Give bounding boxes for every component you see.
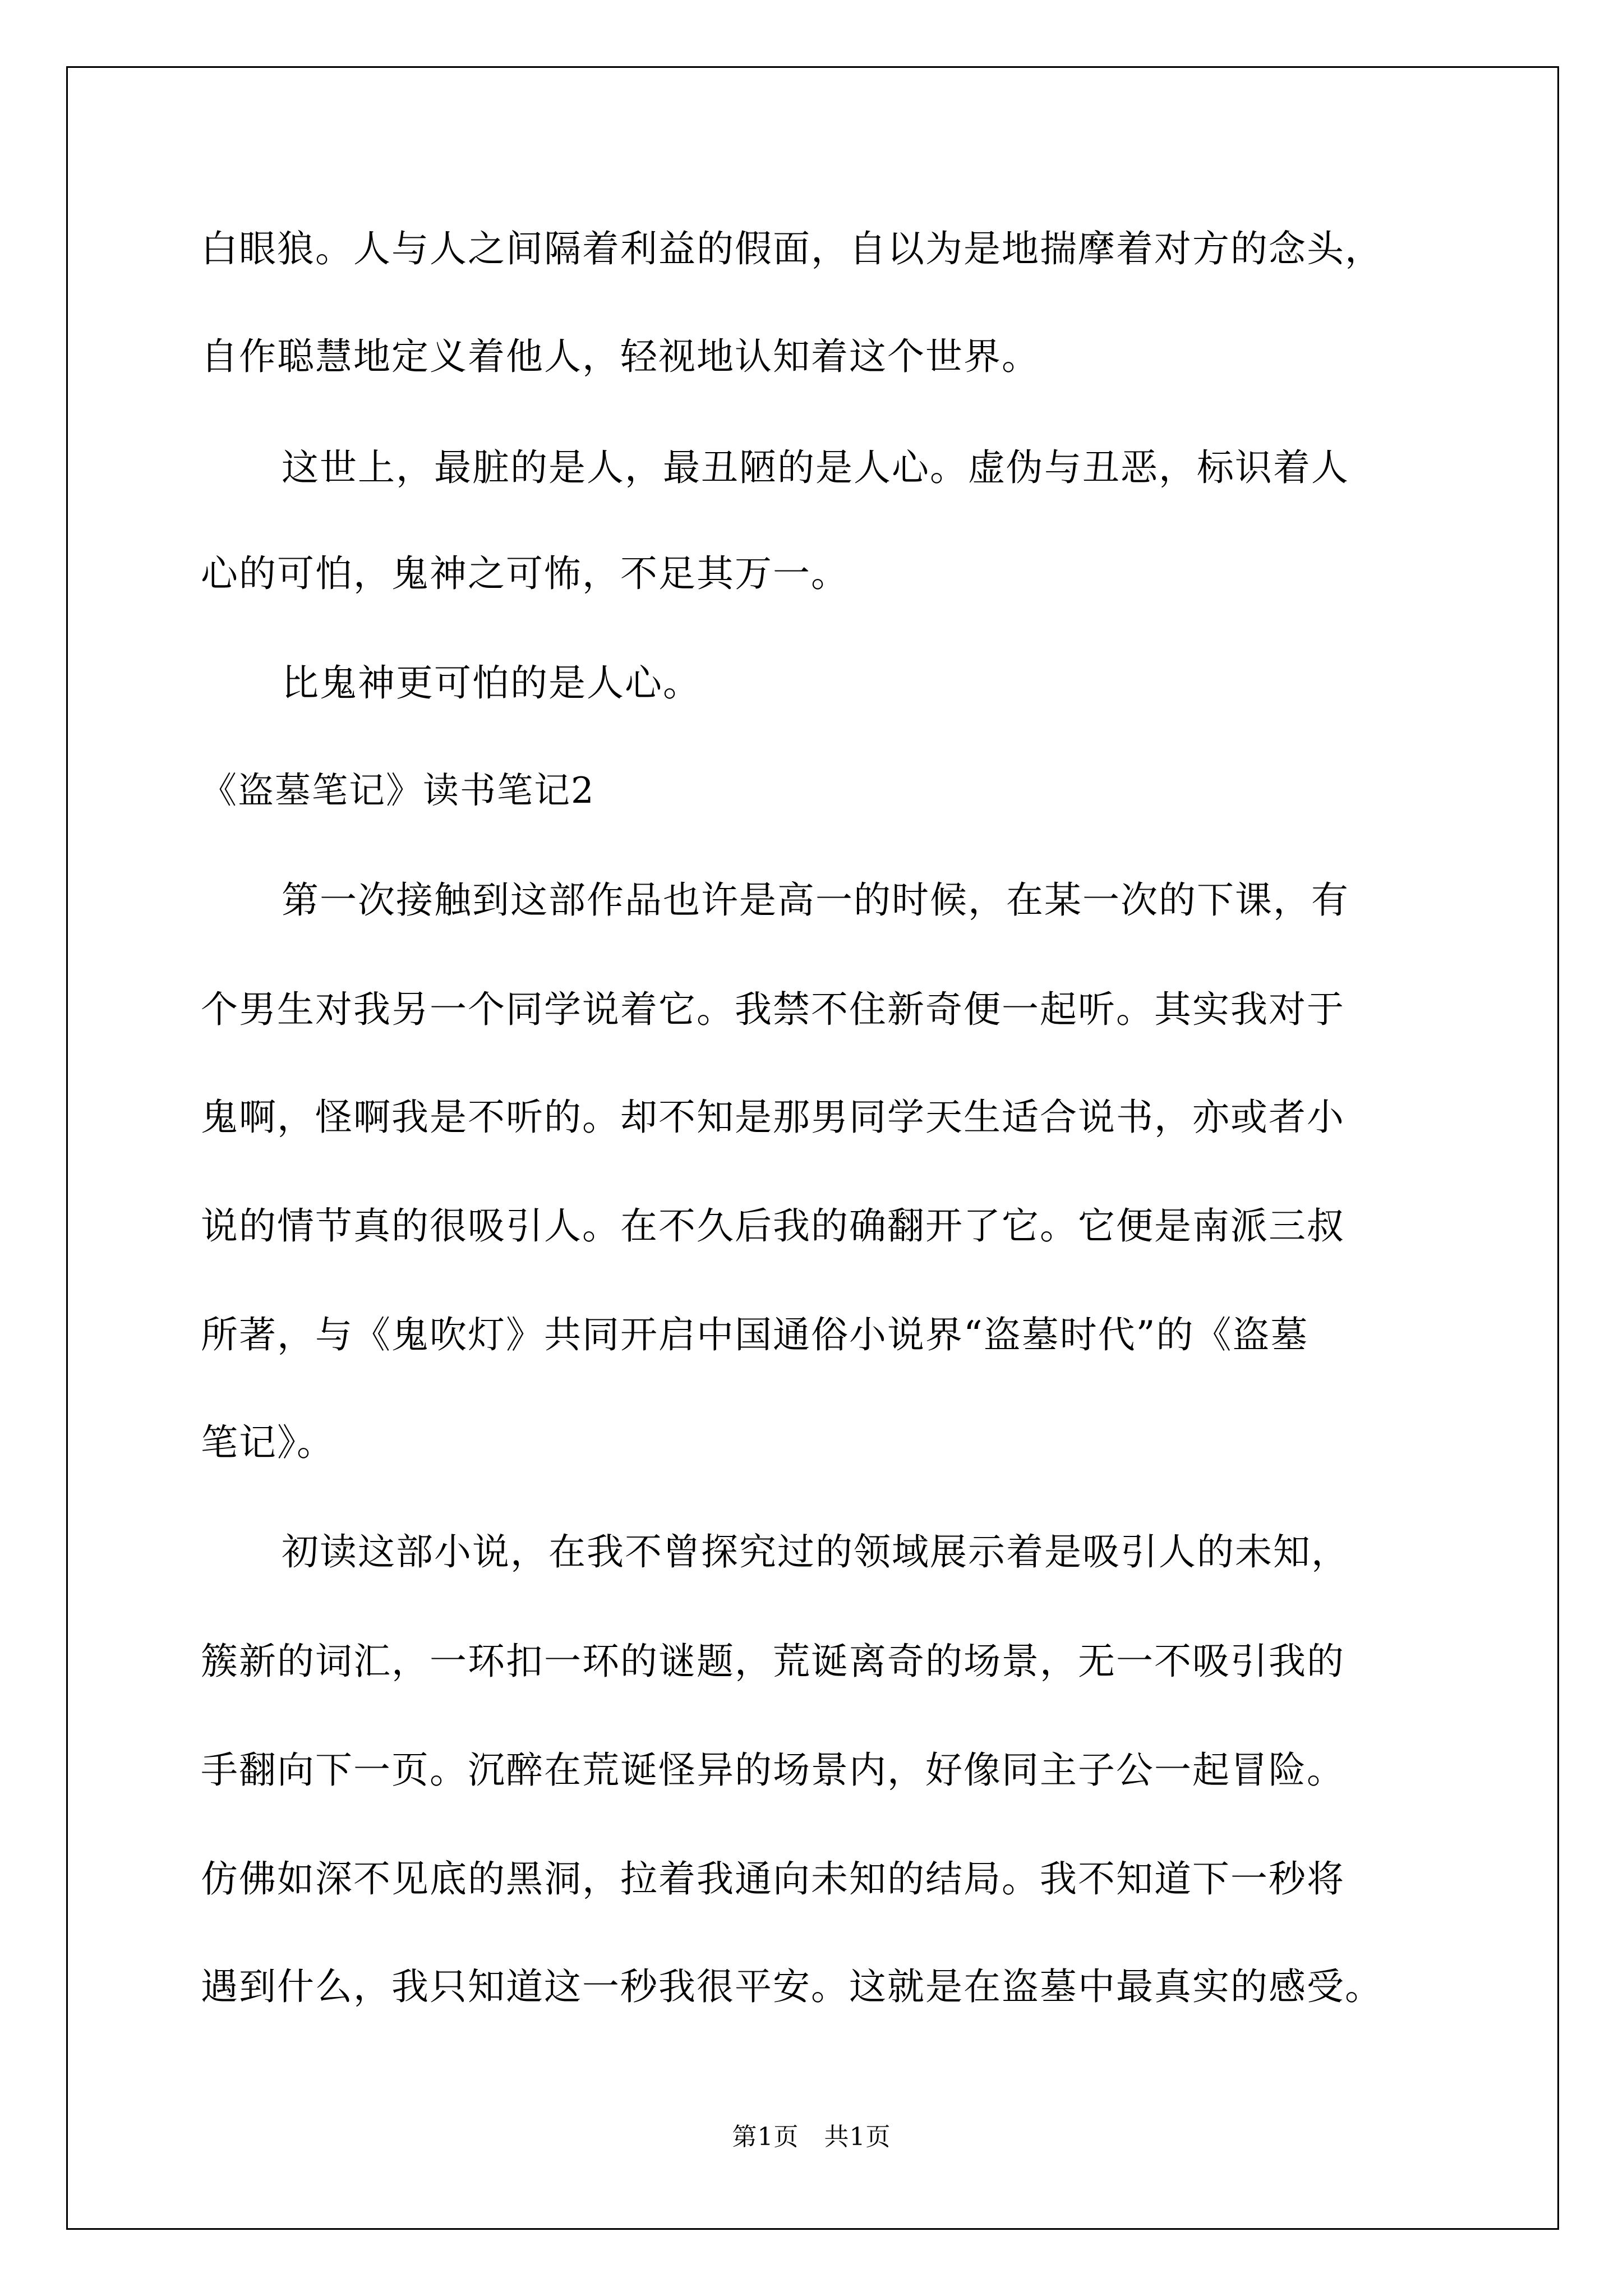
text-line: 心的可怕，鬼神之可怖，不足其万一。 bbox=[201, 552, 849, 595]
page-border bbox=[66, 66, 1559, 2230]
text-line: 个男生对我另一个同学说着它。我禁不住新奇便一起听。其实我对于 bbox=[201, 988, 1345, 1031]
text-line: 第一次接触到这部作品也许是高一的时候，在某一次的下课，有 bbox=[282, 878, 1349, 922]
text-line: 簇新的词汇，一环扣一环的谜题，荒诞离奇的场景，无一不吸引我的 bbox=[201, 1640, 1345, 1683]
page-footer: 第1页 共1页 bbox=[732, 2123, 891, 2151]
text-line: 比鬼神更可怕的是人心。 bbox=[282, 661, 701, 705]
text-line: 初读这部小说，在我不曾探究过的领域展示着是吸引人的未知， bbox=[282, 1530, 1349, 1573]
text-line: 笔记》。 bbox=[201, 1421, 335, 1464]
text-line: 说的情节真的很吸引人。在不久后我的确翻开了它。它便是南派三叔 bbox=[201, 1204, 1345, 1248]
text-line: 自作聪慧地定义着他人，轻视地认知着这个世界。 bbox=[201, 335, 1040, 378]
text-line: 鬼啊，怪啊我是不听的。却不知是那男同学天生适合说书，亦或者小 bbox=[201, 1096, 1345, 1139]
text-line: 仿佛如深不见底的黑洞，拉着我通向未知的结局。我不知道下一秒将 bbox=[201, 1857, 1345, 1901]
text-line: 遇到什么，我只知道这一秒我很平安。这就是在盗墓中最真实的感受。 bbox=[201, 1965, 1383, 2008]
section-heading: 《盗墓笔记》读书笔记2 bbox=[201, 770, 595, 812]
text-line: 这世上，最脏的是人，最丑陋的是人心。虚伪与丑恶，标识着人 bbox=[282, 446, 1349, 489]
text-line: 所著，与《鬼吹灯》共同开启中国通俗小说界“盗墓时代”的《盗墓 bbox=[201, 1313, 1309, 1356]
text-line: 白眼狼。人与人之间隔着利益的假面，自以为是地揣摩着对方的念头， bbox=[201, 227, 1383, 270]
text-line: 手翻向下一页。沉醉在荒诞怪异的场景内，好像同主子公一起冒险。 bbox=[201, 1749, 1345, 1792]
